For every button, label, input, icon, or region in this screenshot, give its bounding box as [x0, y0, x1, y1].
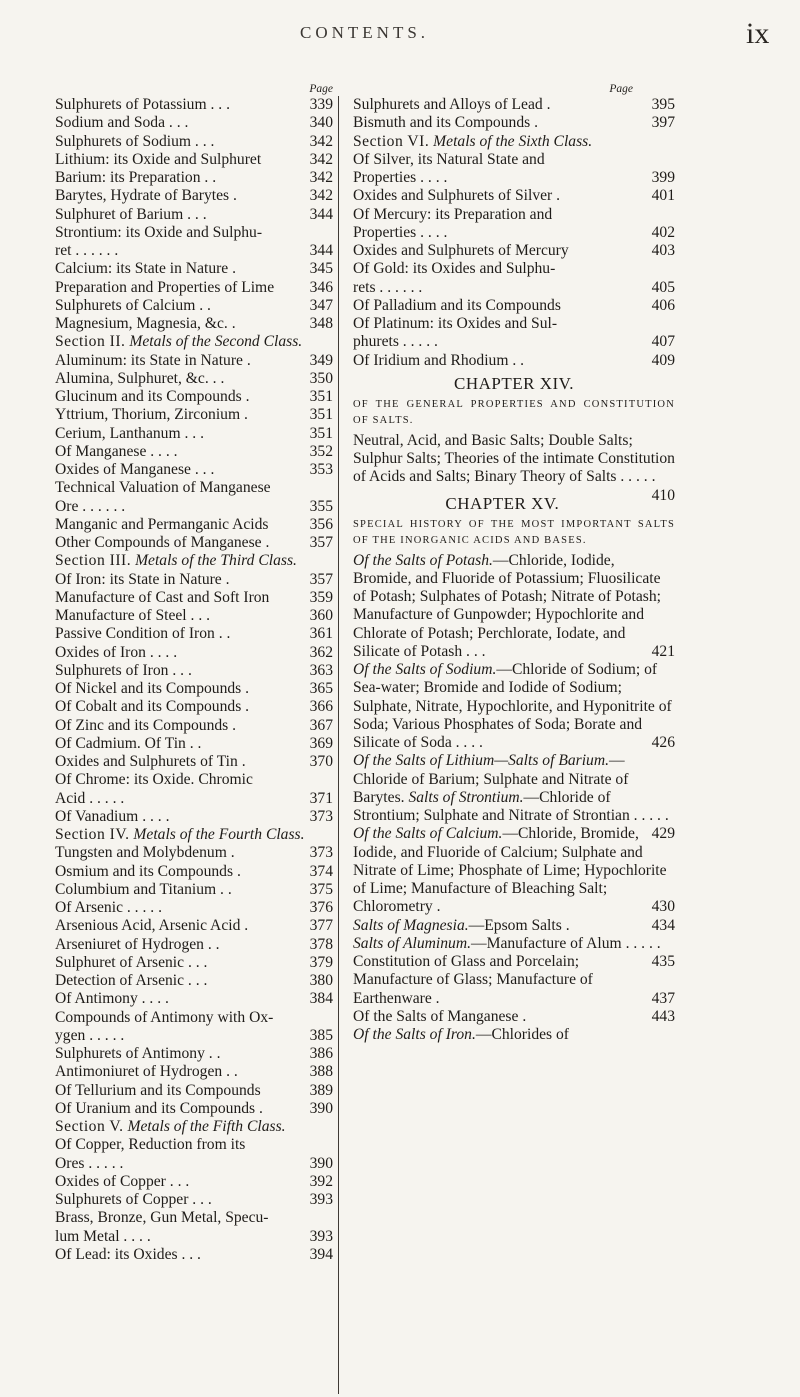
entry-page: 347	[309, 296, 333, 314]
entry-text: Of Platinum: its Oxides and Sul-	[353, 315, 558, 332]
entry-text: Sodium and Soda . . .	[55, 114, 189, 132]
entry-text: Sulphurets of Sodium . . .	[55, 132, 215, 150]
entry-text: Aluminum: its State in Nature .	[55, 351, 251, 369]
toc-entry	[55, 1045, 333, 1063]
toc-entry	[55, 461, 333, 479]
entry-page: 437	[651, 989, 675, 1007]
entry-page: 367	[309, 716, 333, 734]
entry-page: 339	[309, 96, 333, 113]
entry-page: 443	[651, 1007, 675, 1025]
entry-text: Of Zinc and its Compounds .	[55, 716, 237, 734]
toc-entry	[55, 187, 333, 205]
entry-page: 379	[309, 953, 333, 971]
section-label: Section II.	[55, 333, 126, 351]
entry-text: —Manufacture of Alum . . . . .	[470, 934, 661, 952]
toc-entry	[353, 151, 675, 169]
section-label: Section III.	[55, 552, 132, 570]
entry-text: Of Cobalt and its Compounds .	[55, 698, 250, 716]
entry-page: 403	[651, 242, 675, 259]
chapter-entry	[353, 552, 675, 662]
toc-entry	[55, 443, 333, 461]
entry-text: ygen . . . . .	[55, 1026, 125, 1044]
toc-entry	[55, 1136, 333, 1154]
chapter-entry	[353, 1008, 675, 1026]
entry-page: 373	[309, 807, 333, 825]
entry-text: Of Copper, Reduction from its	[55, 1136, 246, 1154]
entry-page: 426	[651, 734, 675, 751]
entry-text: Sulphurets of Calcium . .	[55, 296, 211, 314]
entry-page: 385	[309, 1026, 333, 1044]
entry-page: 356	[309, 515, 333, 533]
toc-entry	[55, 680, 333, 698]
chapter-entry	[353, 917, 675, 935]
toc-entry	[55, 607, 333, 625]
toc-entry	[55, 735, 333, 753]
toc-entry	[55, 1027, 333, 1045]
entry-heading: Salts of Magnesia.	[353, 916, 469, 934]
section-heading	[55, 333, 333, 351]
section-title: Metals of the Fourth Class.	[133, 826, 305, 843]
toc-entry	[55, 1009, 333, 1027]
section-title: Metals of the Third Class.	[135, 552, 297, 570]
entry-page: 407	[651, 333, 675, 351]
entry-page: 350	[309, 369, 333, 387]
entry-heading: Of the Salts of Iron.	[353, 1026, 476, 1043]
section-heading	[55, 826, 333, 844]
entry-text: Of Mercury: its Preparation and	[353, 205, 553, 223]
entry-page: 375	[309, 880, 333, 898]
page-number: ix	[746, 17, 770, 50]
entry-text: Neutral, Acid, and Basic Salts; Double Salts; Sulphur Salts; Theories of the intimate Constitution of Acids and Salts; Binary Theory of Salts . . . . .	[353, 431, 675, 486]
entry-page: 386	[309, 1045, 333, 1062]
entry-text: Of Nickel and its Compounds .	[55, 680, 250, 697]
entry-page: 392	[309, 1172, 333, 1190]
section-label: Section V.	[55, 1118, 124, 1135]
entry-text: Of Cadmium. Of Tin . .	[55, 734, 202, 752]
entry-page: 380	[309, 972, 333, 989]
entry-heading: Salts of Aluminum.	[353, 934, 471, 952]
chapter-entry	[353, 825, 675, 916]
entry-text: Osmium and its Compounds .	[55, 862, 241, 880]
entry-text: Yttrium, Thorium, Zirconium .	[55, 406, 248, 424]
entry-text: Sulphurets and Alloys of Lead .	[353, 96, 551, 113]
section-title: Metals of the Sixth Class.	[433, 132, 593, 150]
entry-page: 395	[651, 96, 675, 113]
entry-page: 344	[309, 242, 333, 259]
entry-text: Oxides of Iron . . . .	[55, 643, 178, 661]
toc-entry	[55, 1063, 333, 1081]
entry-page: 351	[309, 406, 333, 424]
toc-entry	[55, 1191, 333, 1209]
chapter-subtitle: OF THE GENERAL PROPERTIES AND CONSTITUTION OF SALTS.	[353, 398, 675, 426]
section-heading	[55, 1118, 333, 1136]
entry-text: Oxides and Sulphurets of Tin .	[55, 753, 246, 770]
running-head-title: CONTENTS.	[300, 23, 430, 42]
toc-entry	[55, 370, 333, 388]
entry-text: Calcium: its State in Nature .	[55, 260, 237, 278]
entry-page: 399	[651, 169, 675, 186]
entry-text: Tungsten and Molybdenum .	[55, 844, 235, 862]
entry-text: Sulphuret of Arsenic . . .	[55, 953, 208, 971]
toc-entry	[55, 151, 333, 169]
entry-page: 351	[309, 424, 333, 442]
left-column	[55, 82, 333, 1264]
entry-text: —Epsom Salts .	[468, 916, 570, 934]
section-heading	[55, 552, 333, 570]
entry-text: —Chloride of Barium; Sulphate and Nitrate of Barytes.	[353, 752, 629, 806]
entry-text: Technical Valuation of Manganese	[55, 479, 271, 497]
toc-entry	[353, 187, 675, 205]
entry-page: 374	[309, 862, 333, 880]
entry-text: Sulphuret of Barium . . .	[55, 205, 207, 223]
entry-page: 346	[309, 278, 333, 296]
entry-text: Of Lead: its Oxides . . .	[55, 1245, 201, 1263]
entry-heading: Of the Salts of Sodium.	[353, 661, 497, 678]
toc-entry	[55, 1082, 333, 1100]
toc-entry	[55, 406, 333, 424]
entry-text: —Chlorides of	[475, 1026, 569, 1043]
page-column-label: Page	[309, 83, 333, 95]
toc-entry	[55, 899, 333, 917]
entry-page: 378	[309, 935, 333, 953]
entry-text: Of Iridium and Rhodium . .	[353, 351, 525, 369]
entry-text: Of Palladium and its Compounds	[353, 296, 561, 314]
entry-text: —Chloride of Strontium; Sulphate and Nitrate of Strontian . . . . .	[353, 788, 669, 824]
entry-page: 369	[309, 734, 333, 752]
toc-entry	[55, 753, 333, 771]
toc-entry	[55, 388, 333, 406]
entry-page: 384	[309, 990, 333, 1008]
entry-page: 342	[309, 169, 333, 186]
entry-text: Columbium and Titanium . .	[55, 880, 232, 898]
entry-text: Manufacture of Steel . . .	[55, 607, 211, 624]
toc-entry	[353, 114, 675, 132]
toc-entry	[55, 133, 333, 151]
chapter-subtitle: SPECIAL HISTORY OF THE MOST IMPORTANT SALTS OF THE INORGANIC ACIDS AND BASES.	[353, 518, 675, 546]
chapter-title: CHAPTER XIV.	[454, 373, 574, 393]
section-title: Metals of the Fifth Class.	[127, 1118, 286, 1135]
entry-text: Oxides of Manganese . . .	[55, 461, 215, 478]
entry-text: rets . . . . . .	[353, 278, 423, 296]
entry-page: 357	[309, 534, 333, 551]
entry-text: Arseniuret of Hydrogen . .	[55, 935, 220, 953]
entry-page: 390	[309, 1154, 333, 1172]
toc-entry	[55, 698, 333, 716]
entry-text: Other Compounds of Manganese .	[55, 534, 270, 551]
entry-text: Alumina, Sulphuret, &c. . .	[55, 369, 225, 387]
entry-text: Properties . . . .	[353, 169, 448, 186]
entry-text: —Chloride, Iodide, Bromide, and Fluoride of Potassium; Fluosilicate of Potash; Sulphates of Potash; Nitrate of Potash; Manufacture of Gunpowder; Hypochlorite and Chlorate of Potash; Perchlorate, Iodate, and Silicate of Potash . . .	[353, 551, 661, 660]
toc-entry	[55, 790, 333, 808]
entry-text: Of Gold: its Oxides and Sulphu-	[353, 260, 556, 278]
entry-text: Of Vanadium . . . .	[55, 807, 170, 825]
entry-text: Detection of Arsenic . . .	[55, 972, 208, 989]
section-title: Metals of the Second Class.	[129, 333, 303, 351]
entry-page: 349	[309, 351, 333, 369]
toc-entry	[55, 96, 333, 114]
toc-entry	[55, 1228, 333, 1246]
entry-page: 405	[651, 278, 675, 296]
chapter-entry	[353, 1026, 675, 1044]
entry-text: Of Chrome: its Oxide. Chromic	[55, 771, 253, 789]
entry-page: 421	[651, 642, 675, 660]
entry-page: 361	[309, 625, 333, 643]
toc-entry	[55, 771, 333, 789]
toc-entry	[353, 169, 675, 187]
entry-page: 373	[309, 844, 333, 862]
toc-entry	[353, 315, 675, 333]
entry-text: Manganic and Permanganic Acids	[55, 515, 269, 533]
entry-text: Of Uranium and its Compounds .	[55, 1099, 263, 1117]
entry-page: 363	[309, 661, 333, 679]
entry-page: 402	[651, 223, 675, 241]
entry-page: 351	[309, 388, 333, 405]
entry-text: Ore . . . . . .	[55, 497, 126, 515]
toc-entry	[55, 315, 333, 333]
entry-page: 370	[309, 753, 333, 770]
toc-entry	[55, 625, 333, 643]
right-column	[353, 82, 771, 1044]
toc-entry	[55, 917, 333, 935]
entry-page: 430	[651, 898, 675, 916]
toc-entry	[55, 169, 333, 187]
entry-text: Arsenious Acid, Arsenic Acid .	[55, 917, 249, 935]
entry-text: Barytes, Hydrate of Barytes .	[55, 187, 237, 205]
entry-text: Of Antimony . . . .	[55, 990, 169, 1008]
entry-page: 393	[309, 1191, 333, 1208]
entry-page: 434	[651, 916, 675, 934]
entry-page: 371	[309, 789, 333, 807]
entry-page: 348	[309, 315, 333, 332]
entry-text: phurets . . . . .	[353, 333, 438, 351]
entry-page: 345	[309, 260, 333, 278]
entry-page: 401	[651, 187, 675, 205]
entry-page: 344	[309, 205, 333, 223]
toc-entry	[55, 1209, 333, 1227]
entry-heading: Of the Salts of Calcium.	[353, 825, 503, 843]
entry-text: Cerium, Lanthanum . . .	[55, 424, 204, 442]
entry-heading: Salts of Strontium.	[408, 788, 524, 806]
entry-text: Sulphurets of Iron . . .	[55, 661, 192, 679]
toc-entry	[55, 1100, 333, 1118]
toc-entry	[353, 333, 675, 351]
toc-entry	[55, 644, 333, 662]
entry-text: Acid . . . . .	[55, 789, 125, 807]
toc-entry	[55, 662, 333, 680]
entry-page: 388	[309, 1063, 333, 1081]
entry-page: 362	[309, 643, 333, 661]
entry-text: Oxides of Copper . . .	[55, 1172, 190, 1190]
entry-page: 365	[309, 680, 333, 697]
chapter-title: CHAPTER XV.	[445, 493, 560, 513]
entry-text: Magnesium, Magnesia, &c. .	[55, 315, 236, 332]
toc-entry	[55, 990, 333, 1008]
toc-entry	[55, 881, 333, 899]
toc-entry	[353, 260, 675, 278]
entry-text: Of Tellurium and its Compounds	[55, 1081, 261, 1099]
toc-entry	[55, 954, 333, 972]
toc-entry	[55, 479, 333, 497]
entry-text: Oxides and Sulphurets of Silver .	[353, 187, 561, 205]
toc-entry	[353, 224, 675, 242]
toc-entry	[55, 808, 333, 826]
entry-heading: Of the Salts of Potash.	[353, 551, 493, 569]
toc-entry	[55, 114, 333, 132]
entry-page: 409	[651, 351, 675, 369]
toc-entry	[55, 717, 333, 735]
entry-text: Manufacture of Cast and Soft Iron	[55, 588, 270, 606]
running-head	[0, 17, 800, 53]
entry-page: 355	[309, 497, 333, 515]
entry-text: Compounds of Antimony with Ox-	[55, 1008, 274, 1026]
entry-text: Properties . . . .	[353, 223, 448, 241]
entry-page: 360	[309, 607, 333, 624]
entry-page: 342	[309, 187, 333, 205]
entry-text: Sulphurets of Potassium . . .	[55, 96, 231, 113]
toc-entry	[353, 242, 675, 260]
entry-page: 340	[309, 114, 333, 132]
toc-entry	[55, 224, 333, 242]
entry-text: Of Manganese . . . .	[55, 442, 178, 460]
entry-page: 394	[309, 1245, 333, 1263]
entry-text: Brass, Bronze, Gun Metal, Specu-	[55, 1209, 269, 1227]
column-divider	[338, 96, 339, 1394]
toc-entry	[55, 1155, 333, 1173]
entry-page: 353	[309, 461, 333, 478]
toc-entry	[55, 571, 333, 589]
toc-entry	[55, 534, 333, 552]
entry-text: Preparation and Properties of Lime	[55, 278, 275, 296]
entry-page: 377	[309, 917, 333, 935]
entry-text: Of Arsenic . . . . .	[55, 899, 162, 916]
entry-text: Of the Salts of Manganese .	[353, 1007, 527, 1025]
entry-text: —Chloride of Sodium; of Sea-water; Bromide and Iodide of Sodium; Sulphate, Nitrate, Hypochlorite, and Hyponitrite of Soda; Various Phosphates of Soda; Borate and Silicate of Soda . . . .	[353, 661, 672, 751]
toc-entry	[55, 844, 333, 862]
section-label: Section VI.	[353, 132, 430, 150]
section-heading	[353, 133, 675, 151]
entry-text: —Chloride, Bromide, Iodide, and Fluoride of Calcium; Sulphate and Nitrate of Lime; Phosphate of Lime; Hypochlorite of Lime; Manufacture of Bleaching Salt; Chlorometry .	[353, 825, 667, 916]
entry-text: Oxides and Sulphurets of Mercury	[353, 242, 569, 259]
entry-page: 393	[309, 1227, 333, 1245]
toc-entry	[55, 260, 333, 278]
entry-text: Constitution of Glass and Porcelain; Manufacture of Glass; Manufacture of Earthenware .	[353, 953, 593, 1007]
toc-entry	[353, 206, 675, 224]
entry-text: Lithium: its Oxide and Sulphuret	[55, 150, 262, 168]
entry-text: Antimoniuret of Hydrogen . .	[55, 1063, 238, 1081]
entry-page: 410	[651, 486, 675, 504]
entry-text: Ores . . . . .	[55, 1154, 124, 1172]
entry-page: 429	[651, 825, 675, 843]
entry-text: lum Metal . . . .	[55, 1227, 151, 1245]
entry-page: 357	[309, 570, 333, 588]
entry-page: 406	[651, 296, 675, 314]
entry-page: 435	[651, 953, 675, 970]
entry-text: Strontium: its Oxide and Sulphu-	[55, 223, 263, 241]
toc-entry	[353, 279, 675, 297]
entry-text: Sulphurets of Antimony . .	[55, 1045, 221, 1062]
entry-text: ret . . . . . .	[55, 242, 119, 259]
toc-entry	[353, 352, 675, 370]
toc-entry	[55, 498, 333, 516]
toc-entry	[55, 863, 333, 881]
section-label: Section IV.	[55, 826, 130, 843]
entry-page: 342	[309, 132, 333, 150]
entry-page: 342	[309, 150, 333, 168]
toc-entry	[55, 936, 333, 954]
entry-page: 359	[309, 588, 333, 606]
toc-entry	[55, 1246, 333, 1264]
entry-page: 352	[309, 442, 333, 460]
toc-entry	[55, 972, 333, 990]
toc-entry	[353, 297, 675, 315]
toc-entry	[55, 206, 333, 224]
toc-entry	[55, 589, 333, 607]
chapter-entry	[353, 934, 675, 970]
chapter-entry	[353, 661, 675, 752]
toc-entry	[55, 1173, 333, 1191]
entry-text: Of Silver, its Natural State and	[353, 150, 545, 168]
entry-page: 376	[309, 899, 333, 916]
entry-text: Of Iron: its State in Nature .	[55, 570, 230, 588]
entry-text: Passive Condition of Iron . .	[55, 625, 231, 643]
chapter-entry	[353, 953, 675, 1008]
page-column-label: Page	[609, 83, 633, 95]
entry-text: Sulphurets of Copper . . .	[55, 1191, 212, 1208]
entry-heading: Of the Salts of Lithium—Salts of Barium.	[353, 752, 610, 770]
entry-page: 390	[309, 1099, 333, 1117]
entry-text: Glucinum and its Compounds .	[55, 388, 250, 405]
entry-page: 366	[309, 698, 333, 716]
entry-page: 389	[309, 1081, 333, 1099]
toc-entry	[55, 297, 333, 315]
toc-entry	[353, 96, 675, 114]
entry-page: 397	[651, 114, 675, 132]
toc-entry	[55, 516, 333, 534]
toc-entry	[55, 352, 333, 370]
toc-entry	[55, 242, 333, 260]
entry-text: Bismuth and its Compounds .	[353, 114, 538, 132]
entry-text: Barium: its Preparation . .	[55, 169, 217, 186]
toc-entry	[55, 425, 333, 443]
toc-entry	[55, 279, 333, 297]
